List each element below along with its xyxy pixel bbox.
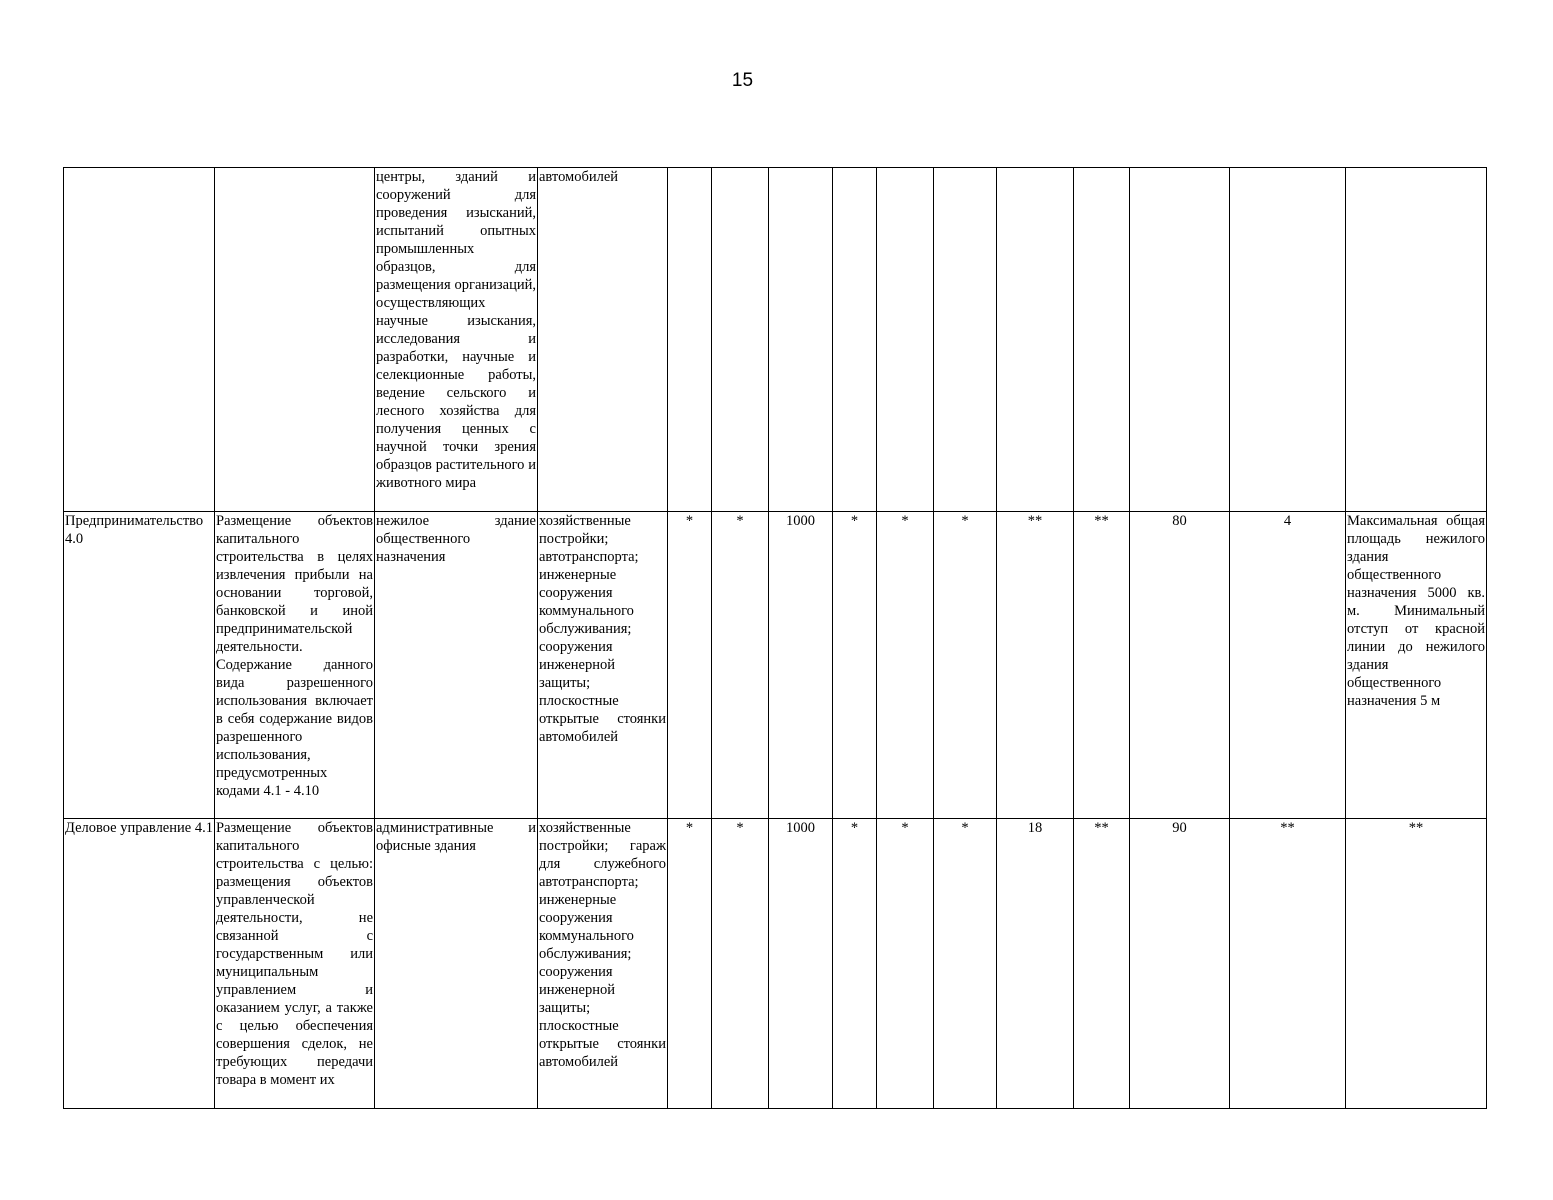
auxiliary-objects-cell: хозяйственные постройки; автотранспорта; инженерные сооружения коммунального обслуживания; сооружения инженерной защиты; плоскостные открытые стоянки автомобилей xyxy=(538,512,668,819)
param-cell: ** xyxy=(1230,819,1346,1109)
param-cell xyxy=(769,168,833,512)
param-cell: ** xyxy=(1074,819,1130,1109)
main-objects-cell: нежилое здание общественного назначения xyxy=(375,512,538,819)
main-objects-cell: административные и офисные здания xyxy=(375,819,538,1109)
regulations-table xyxy=(63,167,1487,1109)
page-number: 15 xyxy=(731,70,754,91)
use-name-cell: Предпринимательство 4.0 xyxy=(64,512,215,819)
param-cell xyxy=(877,168,934,512)
notes-cell: ** xyxy=(1346,819,1487,1109)
table-row xyxy=(64,168,1487,512)
param-cell xyxy=(1230,168,1346,512)
param-cell: * xyxy=(877,512,934,819)
param-cell: 1000 xyxy=(769,512,833,819)
param-cell: * xyxy=(833,819,877,1109)
use-name-cell: Деловое управление 4.1 xyxy=(64,819,215,1109)
param-cell: * xyxy=(934,512,997,819)
param-cell: * xyxy=(877,819,934,1109)
param-cell xyxy=(833,168,877,512)
param-cell: 80 xyxy=(1130,512,1230,819)
notes-cell: Максимальная общая площадь нежилого здания общественного назначения 5000 кв. м. Минимальный отступ от красной линии до нежилого здания общественного назначения 5 м xyxy=(1346,512,1487,819)
param-cell xyxy=(668,168,712,512)
use-description-text: Размещение объектов капитального строительства с целью: размещения объектов управленческой деятельности, не связанной с государственным или муниципальным управлением и оказанием услуг, а также с целью обеспечения совершения сделок, не требующих передачи товара в момент их xyxy=(216,820,373,1088)
param-cell: * xyxy=(668,512,712,819)
param-cell xyxy=(1130,168,1230,512)
param-cell: ** xyxy=(1074,512,1130,819)
auxiliary-objects-cell: хозяйственные постройки; гараж для служебного автотранспорта; инженерные сооружения коммунального обслуживания; сооружения инженерной защиты; плоскостные открытые стоянки автомобилей xyxy=(538,819,668,1109)
use-description-cell xyxy=(215,168,375,512)
table-row xyxy=(64,819,1487,1109)
param-cell: * xyxy=(833,512,877,819)
table-row xyxy=(64,512,1487,819)
use-name-cell xyxy=(64,168,215,512)
param-cell: 18 xyxy=(997,819,1074,1109)
param-cell xyxy=(997,168,1074,512)
param-cell: * xyxy=(712,512,769,819)
use-description-cell: Размещение объектов капитального строительства в целях извлечения прибыли на основании торговой, банковской и иной предпринимательской деятельности. Содержание данного вида разрешенного использования включает в себя содержание видов разрешенного использования, предусмотренных кодами 4.1 - 4.10 xyxy=(215,512,375,819)
param-cell: * xyxy=(712,819,769,1109)
param-cell: * xyxy=(668,819,712,1109)
param-cell xyxy=(1074,168,1130,512)
use-description-cell xyxy=(215,819,375,1109)
auxiliary-objects-cell: автомобилей xyxy=(538,168,668,512)
main-objects-cell: центры, зданий и сооружений для проведения изысканий, испытаний опытных промышленных образцов, для размещения организаций, осуществляющих научные изыскания, исследования и разработки, научные и селекционные работы, ведение сельского и лесного хозяйства для получения ценных с научной точки зрения образцов растительного и животного мира xyxy=(375,168,538,512)
param-cell xyxy=(712,168,769,512)
param-cell: 1000 xyxy=(769,819,833,1109)
param-cell xyxy=(934,168,997,512)
notes-cell xyxy=(1346,168,1487,512)
param-cell: ** xyxy=(997,512,1074,819)
param-cell: 4 xyxy=(1230,512,1346,819)
param-cell: * xyxy=(934,819,997,1109)
param-cell: 90 xyxy=(1130,819,1230,1109)
